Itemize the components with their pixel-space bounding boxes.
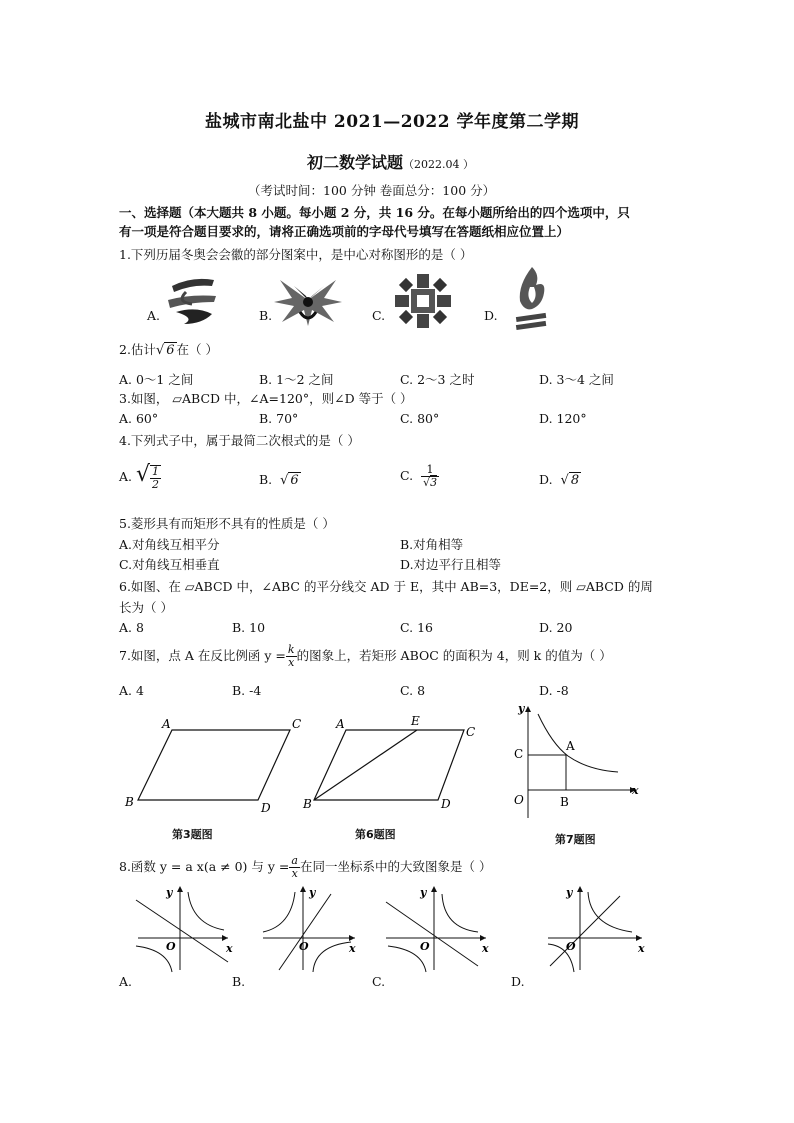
q2-stem	[119, 340, 218, 358]
emblem-d-image	[510, 265, 554, 333]
fig3-label-b: B	[125, 795, 134, 809]
q4-b-radicand: 6	[290, 473, 299, 488]
q2-radicand: 6	[166, 343, 175, 358]
q8-label-d: D.	[511, 974, 525, 989]
fig7-caption: 第7题图	[555, 833, 596, 846]
q8-graph-d	[540, 880, 650, 975]
subtitle-text: 初二数学试题	[307, 153, 404, 172]
fig3-caption: 第3题图	[172, 828, 213, 841]
fig6-caption: 第6题图	[355, 828, 396, 841]
q2-option-b: B. 1～2 之间	[259, 372, 334, 387]
q4-label-c: C.	[400, 468, 414, 483]
fig7-label-x: x	[632, 784, 639, 797]
q3-option-b: B. 70°	[259, 411, 299, 426]
q2-option-c: C. 2～3 之时	[400, 372, 475, 387]
svg-text:x: x	[349, 942, 356, 955]
q4-stem: 4.下列式子中，属于最简二次根式的是（ ）	[119, 433, 360, 448]
fig6-label-b: B	[303, 797, 312, 811]
svg-text:O: O	[566, 940, 576, 953]
q6-option-b: B. 10	[232, 620, 266, 635]
fig7-label-b: B	[560, 795, 569, 809]
emblem-b-image	[272, 272, 344, 328]
section1-heading-line2: 有一项是符合题目要求的，请将正确选项前的字母代号填写在答题纸相应位置上）	[119, 224, 570, 239]
q6-stem-line1: 6.如图、在 ▱ABCD 中，∠ABC 的平分线交 AD 于 E，其中 AB=3，DE=2，则 ▱ABCD 的周	[119, 579, 653, 594]
q8-stem-prefix: 8.函数 y = a x(a ≠ 0) 与 y =	[119, 859, 290, 874]
q8-stem-suffix: 在同一坐标系中的大致图象是（ ）	[299, 859, 492, 874]
q6-option-a: A. 8	[119, 620, 144, 635]
q8-label-b: B.	[232, 974, 246, 989]
emblem-a-image	[162, 272, 222, 330]
q8-stem	[119, 855, 491, 880]
q8-label-a: A.	[119, 974, 133, 989]
q1-label-c: C.	[372, 308, 386, 323]
q5-option-a: A.对角线互相平分	[119, 537, 220, 552]
q4-option-b: B. √ 6	[259, 472, 299, 488]
fig7-label-y: y	[518, 702, 525, 715]
q8-fraction: $\frac{a}{x}$	[291, 854, 298, 880]
q3-stem: 3.如图， ▱ABCD 中，∠A=120°，则∠D 等于（ ）	[119, 391, 413, 406]
exam-date: （2022.04 ）	[403, 158, 474, 171]
q5-option-b: B.对角相等	[400, 537, 464, 552]
fig6-label-c: C	[466, 725, 476, 739]
q7-option-b: B. -4	[232, 683, 262, 698]
svg-text:x: x	[482, 942, 489, 955]
q6-option-d: D. 20	[539, 620, 573, 635]
q2-stem-suffix: 在（ ）	[176, 342, 218, 357]
q4-option-a: A. √ $\frac{1}{2}$	[119, 462, 160, 491]
q7-option-d: D. -8	[539, 683, 569, 698]
q4-option-d: D. √ 8	[539, 472, 580, 488]
figure-3-parallelogram	[118, 712, 308, 812]
q4-option-c	[400, 464, 439, 489]
q8-label-c: C.	[372, 974, 386, 989]
q4-label-d: D.	[539, 472, 553, 487]
q5-stem: 5.菱形具有而矩形不具有的性质是（ ）	[119, 516, 335, 531]
fig7-label-a: A	[566, 739, 575, 753]
q7-option-c: C. 8	[400, 683, 426, 698]
q5-option-c: C.对角线互相垂直	[119, 557, 220, 572]
exam-info: （考试时间：100 分钟 卷面总分：100 分）	[248, 183, 496, 198]
svg-text:O: O	[299, 940, 309, 953]
q4-c-fraction: $\frac{1}{√3}$	[423, 463, 438, 489]
svg-text:x: x	[638, 942, 645, 955]
q8-graph-a	[128, 880, 238, 975]
q2-stem-prefix: 2.估计	[119, 342, 156, 357]
fig3-label-a: A	[162, 717, 171, 731]
q5-option-d: D.对边平行且相等	[400, 557, 502, 572]
q4-d-radicand: 8	[570, 473, 580, 488]
fig3-label-d: D	[261, 801, 271, 812]
q3-option-d: D. 120°	[539, 411, 587, 426]
q1-label-d: D.	[484, 308, 498, 323]
q2-option-d: D. 3～4 之间	[539, 372, 614, 387]
q6-stem-line2: 长为（ ）	[119, 600, 173, 615]
svg-text:y: y	[166, 886, 173, 899]
svg-text:O: O	[420, 940, 430, 953]
svg-text:y: y	[309, 886, 316, 899]
fig3-label-c: C	[292, 717, 302, 731]
q1-stem: 1.下列历届冬奥会会徽的部分图案中，是中心对称图形的是（ ）	[119, 247, 473, 262]
q8-graph-c	[378, 880, 493, 975]
svg-text:y: y	[566, 886, 573, 899]
q7-stem	[119, 644, 612, 669]
q7-fraction: $\frac{k}{x}$	[287, 643, 295, 669]
q3-option-a: A. 60°	[119, 411, 159, 426]
figure-6-parallelogram	[300, 712, 485, 812]
fig7-label-c: C	[514, 747, 524, 761]
svg-text:x: x	[226, 942, 233, 955]
fig6-label-d: D	[441, 797, 451, 811]
q4-a-fraction: $\frac{1}{2}$	[152, 464, 160, 491]
fig6-label-e: E	[411, 714, 420, 728]
fig6-label-a: A	[336, 717, 345, 731]
fig7-label-o: O	[514, 793, 524, 807]
svg-text:y: y	[420, 886, 427, 899]
q7-stem-suffix: 的图象上，若矩形 ABOC 的面积为 4，则 k 的值为（ ）	[296, 648, 612, 663]
q4-label-a: A.	[119, 469, 133, 484]
q7-option-a: A. 4	[119, 683, 144, 698]
q2-option-a: A. 0～1 之间	[119, 372, 194, 387]
q2-sqrt: √ 6	[155, 343, 175, 358]
exam-subtitle	[307, 150, 474, 173]
q3-option-c: C. 80°	[400, 411, 440, 426]
q8-graph-b	[255, 880, 365, 975]
q4-label-b: B.	[259, 472, 273, 487]
section1-heading-line1: 一、选择题（本大题共 8 小题。每小题 2 分，共 16 分。在每小题所给出的四个选项中，只	[119, 205, 630, 220]
emblem-c-image	[393, 272, 453, 330]
exam-title: 盐城市南北盐中 2021—2022 学年度第二学期	[205, 112, 579, 132]
svg-text:O: O	[166, 940, 176, 953]
q1-label-a: A.	[147, 308, 161, 323]
q1-label-b: B.	[259, 308, 273, 323]
figure-7-graph	[508, 700, 644, 822]
q6-option-c: C. 16	[400, 620, 433, 635]
q7-stem-prefix: 7.如图，点 A 在反比例函 y =	[119, 648, 286, 663]
